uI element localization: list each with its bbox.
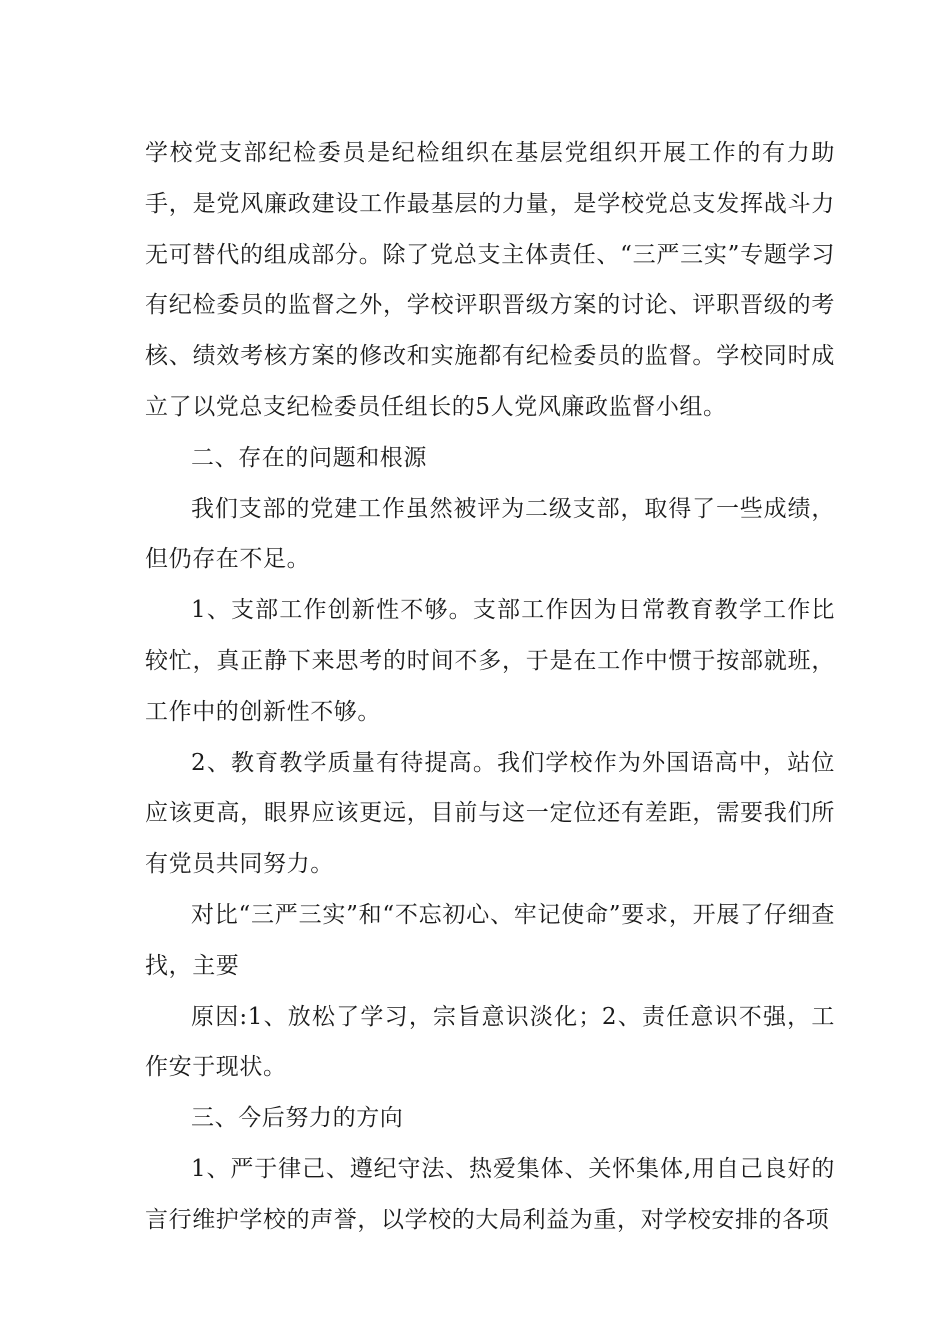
section-heading-direction: 三、今后努力的方向 [191, 1105, 404, 1132]
paragraph-comparison: 对比“三严三实”和“不忘初心、牢记使命”要求，开展了仔细查找，主要 [145, 901, 835, 979]
paragraph-problem-2: 2、教育教学质量有待提高。我们学校作为外国语高中，站位应该更高，眼界应该更远，目前与这一定位还有差距，需要我们所有党员共同努力。 [145, 749, 835, 878]
paragraph-reasons: 原因:1、放松了学习，宗旨意识淡化；2、责任意识不强，工作安于现状。 [145, 1003, 835, 1081]
paragraph-problem-1: 1、支部工作创新性不够。支部工作因为日常教育教学工作比较忙，真正静下来思考的时间不多，于是在工作中惯于按部就班，工作中的创新性不够。 [145, 597, 835, 725]
paragraph-direction-1: 1、严于律己、遵纪守法、热爱集体、关怀集体,用自己良好的言行维护学校的声誉，以学校的大局利益为重，对学校安排的各项 [145, 1155, 835, 1233]
document-body [145, 128, 835, 1246]
paragraph-achievements: 我们支部的党建工作虽然被评为二级支部，取得了一些成绩，但仍存在不足。 [145, 495, 835, 573]
section-heading-problems: 二、存在的问题和根源 [191, 444, 427, 471]
paragraph-intro: 学校党支部纪检委员是纪检组织在基层党组织开展工作的有力助手，是党风廉政建设工作最基层的力量，是学校党总支发挥战斗力无可替代的组成部分。除了党总支主体责任、“三严三实”专题学习有纪检委员的监督之外，学校评职晋级方案的讨论、评职晋级的考核、绩效考核方案的修改和实施都有纪检委员的监督。学校同时成立了以党总支纪检委员任组长的5人党风廉政监督小组。 [145, 140, 835, 420]
